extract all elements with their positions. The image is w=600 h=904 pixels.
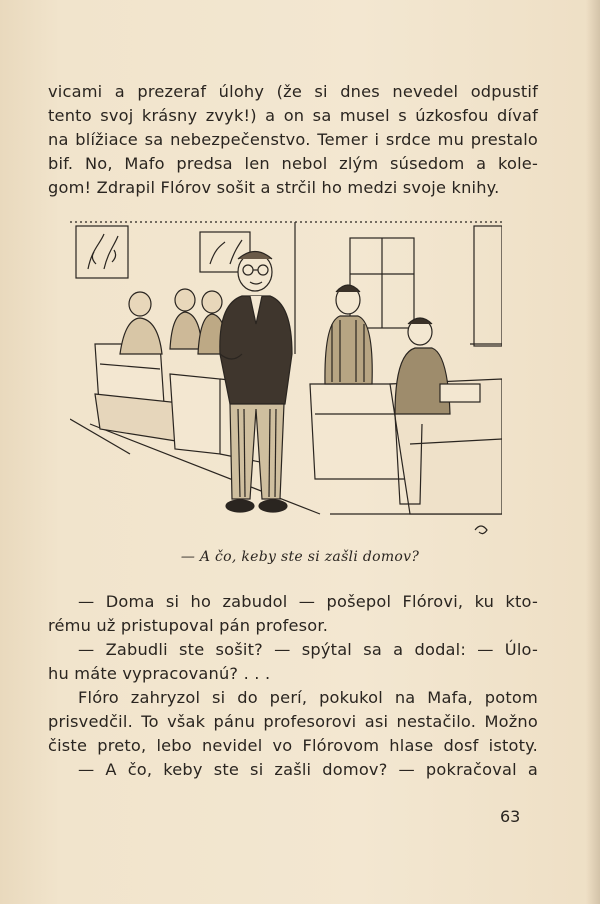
text-line: Flóro zahryzol si do perí, pokukol na Mafa, potom [78,688,538,707]
text-line: na blížiace sa nebezpečenstvo. Temer i srdce mu prestalo [48,130,538,149]
top-paragraph [48,80,538,200]
text-line: prisvedčil. To však pánu profesorovi asi nestačilo. Možno [48,712,538,731]
text-line: hu máte vypracovanú? . . . [48,664,271,683]
text-line: gom! Zdrapil Flórov sošit a strčil ho medzi svoje knihy. [48,178,500,197]
page-gutter-shadow [586,0,600,904]
wall-picture-left [76,226,128,278]
text-line: — Doma si ho zabudol — pošepol Flórovi, ku kto- [78,592,538,611]
text-line: — Zabudli ste sošit? — spýtal sa a dodal: — Úlo- [78,640,538,659]
text-line: čiste preto, lebo nevidel vo Flórovom hlase dosf istoty. [48,736,538,755]
standing-student-figure [325,285,372,384]
text-line: vicami a prezeraf úlohy (že si dnes nevedel odpustif [48,82,538,101]
professor-figure [220,252,292,513]
text-line: bif. No, Mafo predsa len nebol zlým súsedom a kole- [48,154,538,173]
text-line: — A čo, keby ste si zašli domov? — pokračoval a [78,760,538,779]
bottom-paragraph [48,590,538,782]
text-line: rému už pristupoval pán profesor. [48,616,329,635]
classroom-illustration [70,214,502,542]
illustration-caption: — A čo, keby ste si zašli domov? [180,549,420,565]
text-line: tento svoj krásny zvyk!) a on sa musel s úzkosfou dívaf [48,106,538,125]
page-number: 63 [500,807,521,826]
